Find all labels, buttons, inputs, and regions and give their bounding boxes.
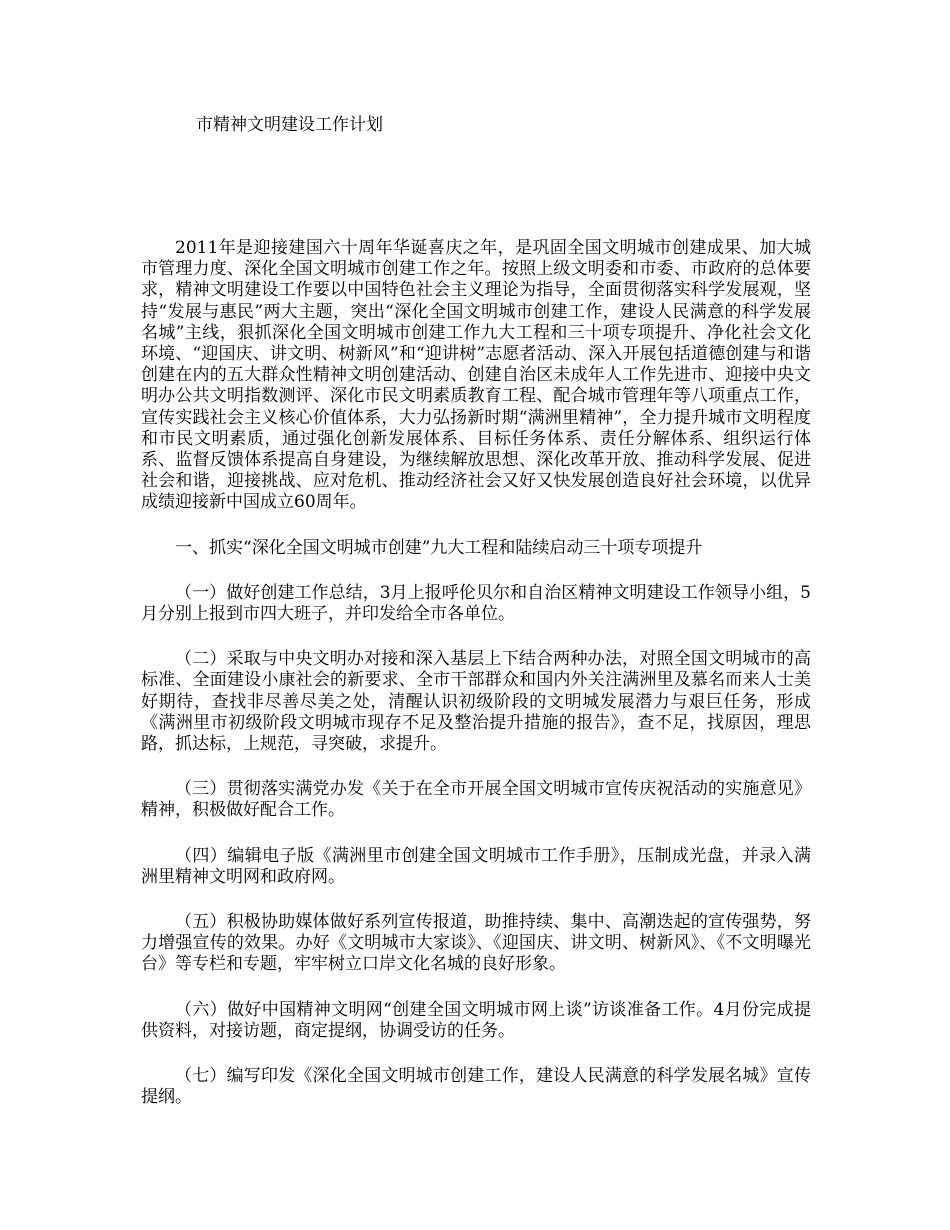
item-paragraph-1: （一）做好创建工作总结，3月上报呼伦贝尔和自治区精神文明建设工作领导小组，5月分别上报到市四大班子，并印发给全市各单位。 [141,582,811,625]
item-paragraph-5: （五）积极协助媒体做好系列宣传报道，助推持续、集中、高潮迭起的宣传强势，努力增强宣传的效果。办好《文明城市大家谈》、《迎国庆、讲文明、树新风》、《不文明曝光台》等专栏和专题，牢牢树立口岸文化名城的良好形象。 [141,912,811,975]
item-paragraph-6: （六）做好中国精神文明网“创建全国文明城市网上谈”访谈准备工作。4月份完成提供资料，对接访题，商定提纲，协调受访的任务。 [141,999,811,1041]
section-heading-1: 一、抓实“深化全国文明城市创建”九大工程和陆续启动三十项专项提升 [175,537,703,558]
item-paragraph-2: （二）采取与中央文明办对接和深入基层上下结合两种办法，对照全国文明城市的高标准、全面建设小康社会的新要求、全市干部群众和国内外关注满洲里及慕名而来人士美好期待，查找非尽善尽美之处，清醒认识初级阶段的文明城发展潜力与艰巨任务，形成《满洲里市初级阶段文明城市现存不足及整治提升措施的报告》，查不足，找原因，理思路，抓达标，上规范，寻突破，求提升。 [141,649,811,755]
item-paragraph-3: （三）贯彻落实满党办发《关于在全市开展全国文明城市宣传庆祝活动的实施意见》精神，积极做好配合工作。 [141,779,811,821]
item-paragraph-7: （七）编写印发《深化全国文明城市创建工作，建设人民满意的科学发展名城》宣传提纲。 [141,1066,811,1108]
document-body [141,238,811,1133]
intro-paragraph: 2011年是迎接建国六十周年华诞喜庆之年，是巩固全国文明城市创建成果、加大城市管理力度、深化全国文明城市创建工作之年。按照上级文明委和市委、市政府的总体要求，精神文明建设工作要以中国特色社会主义理论为指导，全面贯彻落实科学发展观，坚持“发展与惠民”两大主题，突出“深化全国文明城市创建工作，建设人民满意的科学发展名城”主线，狠抓深化全国文明城市创建工作九大工程和三十项专项提升、净化社会文化环境、“迎国庆、讲文明、树新风”和“迎讲树”志愿者活动、深入开展包括道德创建与和谐创建在内的五大群众性精神文明创建活动、创建自治区未成年人工作先进市、迎接中央文明办公共文明指数测评、深化市民文明素质教育工程、配合城市管理年等八项重点工作，宣传实践社会主义核心价值体系，大力弘扬新时期“满洲里精神”，全力提升城市文明程度和市民文明素质，通过强化创新发展体系、目标任务体系、责任分解体系、组织运行体系、监督反馈体系提高自身建设，为继续解放思想、深化改革开放、推动科学发展、促进社会和谐，迎接挑战、应对危机、推动经济社会又好又快发展创造良好社会环境，以优异成绩迎接新中国成立60周年。 [141,238,811,513]
item-paragraph-4: （四）编辑电子版《满洲里市创建全国文明城市工作手册》，压制成光盘，并录入满洲里精神文明网和政府网。 [141,845,811,887]
document-title: 市精神文明建设工作计划 [196,115,383,135]
